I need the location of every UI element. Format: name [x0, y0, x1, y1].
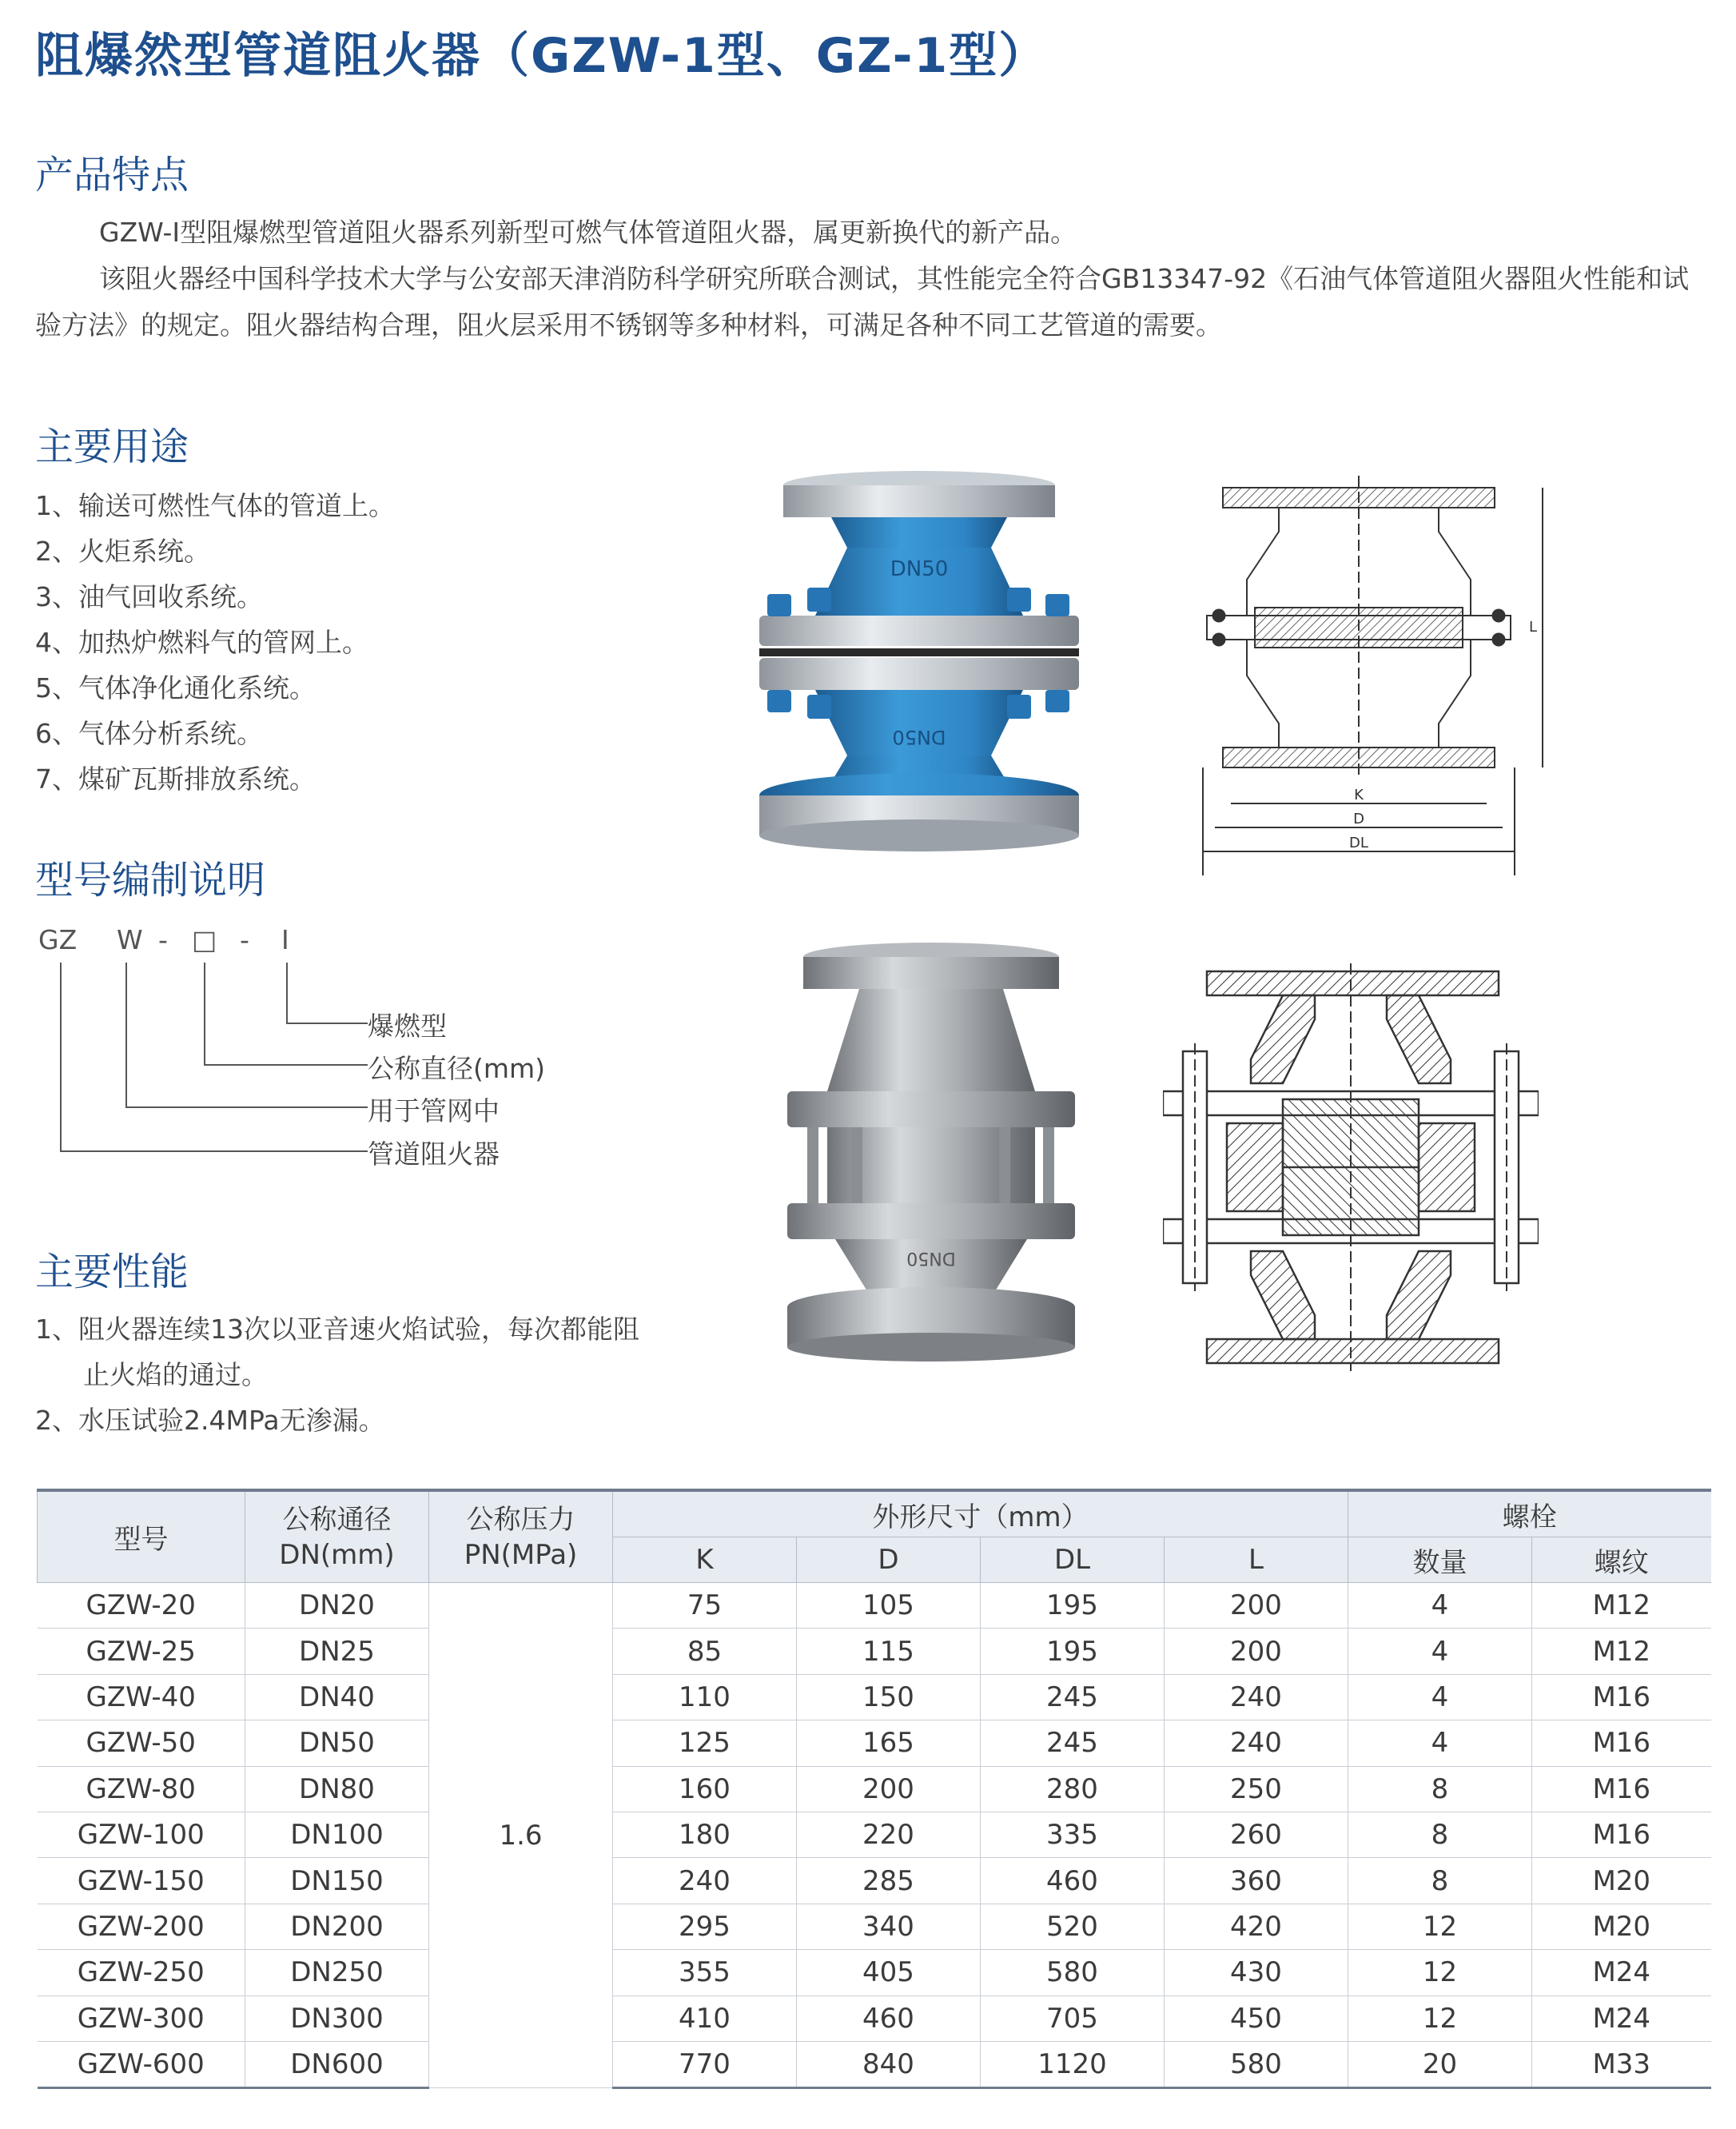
header-l: L: [1165, 1537, 1348, 1583]
table-cell: DN300: [245, 1995, 429, 2041]
valve-steel-label: DN50: [906, 1248, 956, 1268]
table-cell: 840: [797, 2041, 981, 2087]
code-label-arrester: 管道阻火器: [368, 1138, 500, 1170]
table-row: [38, 1950, 1711, 1995]
table-row: [38, 2041, 1711, 2087]
table-cell: M12: [1532, 1583, 1711, 1629]
table-cell: 450: [1165, 1995, 1348, 2041]
table-cell: 4: [1348, 1720, 1532, 1766]
list-item: 5、气体净化通化系统。: [35, 672, 316, 704]
table-cell: 4: [1348, 1629, 1532, 1674]
table-cell: 200: [1165, 1629, 1348, 1674]
valve-photo-steel: [771, 939, 1091, 1371]
table-cell: 280: [981, 1766, 1165, 1812]
table-cell: 260: [1165, 1812, 1348, 1857]
table-cell: DN250: [245, 1950, 429, 1995]
table-cell: 420: [1165, 1904, 1348, 1949]
table-cell: M20: [1532, 1904, 1711, 1949]
uses-heading: 主要用途: [35, 425, 189, 469]
features-paragraph-2: 该阻火器经中国科学技术大学与公安部天津消防科学研究所联合测试，其性能完全符合GB13347-92《石油气体管道阻火器阻火性能和试验方法》的规定。阻火器结构合理，阻火层采用不锈钢等多种材料，可满足各种不同工艺管道的需要。: [35, 263, 1690, 341]
table-cell: 410: [613, 1995, 797, 2041]
table-cell: 405: [797, 1950, 981, 1995]
table-cell: 125: [613, 1720, 797, 1766]
table-cell: 12: [1348, 1995, 1532, 2041]
spec-table: [37, 1489, 1711, 2089]
table-row: [38, 1720, 1711, 1766]
code-part-dash: -: [158, 924, 168, 955]
table-cell: 355: [613, 1950, 797, 1995]
table-cell: 770: [613, 2041, 797, 2087]
table-cell: DN80: [245, 1766, 429, 1812]
list-item: 4、加热炉燃料气的管网上。: [35, 627, 368, 658]
table-cell: 245: [981, 1674, 1165, 1720]
table-cell: 75: [613, 1583, 797, 1629]
table-cell: GZW-100: [38, 1812, 245, 1857]
table-cell: 20: [1348, 2041, 1532, 2087]
features-paragraph-1: GZW-I型阻爆燃型管道阻火器系列新型可燃气体管道阻火器，属更新换代的新产品。: [99, 217, 1077, 248]
table-cell: DN200: [245, 1904, 429, 1949]
table-row: [38, 1812, 1711, 1857]
dim-d-label: D: [1353, 811, 1364, 827]
table-row: [38, 1674, 1711, 1720]
table-cell: 195: [981, 1629, 1165, 1674]
table-cell: DN100: [245, 1812, 429, 1857]
code-label-diameter: 公称直径(mm): [368, 1053, 546, 1084]
table-cell: 12: [1348, 1950, 1532, 1995]
table-cell: DN20: [245, 1583, 429, 1629]
table-cell: 200: [797, 1766, 981, 1812]
table-row: [38, 1629, 1711, 1674]
dim-l-label: L: [1528, 619, 1538, 636]
code-part-box: □: [192, 924, 217, 955]
table-cell: 8: [1348, 1858, 1532, 1904]
table-row: [38, 1995, 1711, 2041]
table-row: [38, 1858, 1711, 1904]
performance-text: [35, 1306, 691, 1443]
table-row: [38, 1583, 1711, 1629]
valve-blue-label: DN50: [890, 557, 949, 581]
table-cell: GZW-80: [38, 1766, 245, 1812]
table-cell: 200: [1165, 1583, 1348, 1629]
header-dimensions: 外形尺寸（mm）: [613, 1490, 1348, 1537]
table-cell: 150: [797, 1674, 981, 1720]
list-item: 7、煤矿瓦斯排放系统。: [35, 763, 316, 795]
table-cell: 240: [1165, 1720, 1348, 1766]
table-cell: 165: [797, 1720, 981, 1766]
list-item: 1、输送可燃性气体的管道上。: [35, 490, 395, 521]
code-part-gz: GZ: [38, 924, 78, 955]
dim-k-label: K: [1354, 787, 1364, 803]
table-cell: 240: [1165, 1674, 1348, 1720]
valve-photo-blue: [751, 468, 1087, 867]
code-part-dash: -: [240, 924, 249, 955]
table-cell: M20: [1532, 1858, 1711, 1904]
table-cell: M12: [1532, 1629, 1711, 1674]
table-cell: 180: [613, 1812, 797, 1857]
list-item: 3、油气回收系统。: [35, 581, 263, 612]
table-cell: 220: [797, 1812, 981, 1857]
table-cell: 580: [1165, 2041, 1348, 2087]
table-cell: 295: [613, 1904, 797, 1949]
code-part-w: W: [117, 924, 143, 955]
table-cell: GZW-40: [38, 1674, 245, 1720]
table-cell: 195: [981, 1583, 1165, 1629]
table-cell: 160: [613, 1766, 797, 1812]
model-code-heading: 型号编制说明: [35, 858, 266, 903]
page-title: 阻爆然型管道阻火器（GZW-1型、GZ-1型）: [35, 28, 1049, 84]
header-d: D: [797, 1537, 981, 1583]
table-cell: M16: [1532, 1812, 1711, 1857]
table-cell: M24: [1532, 1995, 1711, 2041]
table-cell: GZW-25: [38, 1629, 245, 1674]
table-cell: 240: [613, 1858, 797, 1904]
code-lines: [0, 951, 384, 1159]
performance-item-1-cont: 止火焰的通过。: [83, 1359, 268, 1390]
drawing-section: [1163, 963, 1539, 1371]
table-cell: 340: [797, 1904, 981, 1949]
table-cell: DN150: [245, 1858, 429, 1904]
table-row: [38, 1904, 1711, 1949]
table-cell: 705: [981, 1995, 1165, 2041]
table-cell: GZW-50: [38, 1720, 245, 1766]
table-cell: M16: [1532, 1674, 1711, 1720]
code-label-explosion: 爆燃型: [368, 1011, 447, 1042]
table-cell: 520: [981, 1904, 1165, 1949]
performance-item-1: 1、阻火器连续13次以亚音速火焰试验，每次都能阻: [35, 1314, 639, 1345]
table-cell: 285: [797, 1858, 981, 1904]
table-cell: 12: [1348, 1904, 1532, 1949]
valve-blue-label-bottom: DN50: [892, 726, 946, 748]
table-cell: 110: [613, 1674, 797, 1720]
header-thread: 螺纹: [1532, 1537, 1711, 1583]
drawing-dimensions: [1199, 476, 1551, 875]
table-cell: 4: [1348, 1583, 1532, 1629]
header-bolt: 螺栓: [1348, 1490, 1711, 1537]
header-pn: 公称压力 PN(MPa): [429, 1490, 613, 1583]
table-cell: 460: [981, 1858, 1165, 1904]
table-cell: GZW-600: [38, 2041, 245, 2087]
table-cell: 85: [613, 1629, 797, 1674]
pn-cell: 1.6: [429, 1583, 613, 2088]
header-dn: 公称通径 DN(mm): [245, 1490, 429, 1583]
dim-dl-label: DL: [1349, 835, 1368, 851]
table-cell: 430: [1165, 1950, 1348, 1995]
table-row: [38, 1766, 1711, 1812]
table-cell: GZW-20: [38, 1583, 245, 1629]
table-cell: GZW-150: [38, 1858, 245, 1904]
table-cell: 8: [1348, 1812, 1532, 1857]
table-cell: 250: [1165, 1766, 1348, 1812]
header-qty: 数量: [1348, 1537, 1532, 1583]
performance-heading: 主要性能: [35, 1250, 189, 1294]
table-cell: DN25: [245, 1629, 429, 1674]
table-cell: M16: [1532, 1720, 1711, 1766]
list-item: 6、气体分析系统。: [35, 718, 263, 749]
table-cell: M24: [1532, 1950, 1711, 1995]
table-cell: 460: [797, 1995, 981, 2041]
table-cell: 8: [1348, 1766, 1532, 1812]
features-heading: 产品特点: [35, 153, 189, 197]
table-cell: GZW-250: [38, 1950, 245, 1995]
header-dl: DL: [981, 1537, 1165, 1583]
table-cell: GZW-300: [38, 1995, 245, 2041]
performance-item-2: 2、水压试验2.4MPa无渗漏。: [35, 1405, 385, 1436]
table-cell: 580: [981, 1950, 1165, 1995]
table-cell: DN40: [245, 1674, 429, 1720]
table-cell: M16: [1532, 1766, 1711, 1812]
table-cell: DN50: [245, 1720, 429, 1766]
header-model: 型号: [38, 1490, 245, 1583]
table-cell: DN600: [245, 2041, 429, 2087]
table-cell: 115: [797, 1629, 981, 1674]
table-cell: 360: [1165, 1858, 1348, 1904]
list-item: 2、火炬系统。: [35, 536, 210, 567]
table-cell: 4: [1348, 1674, 1532, 1720]
uses-list: [35, 483, 395, 802]
table-cell: M33: [1532, 2041, 1711, 2087]
header-k: K: [613, 1537, 797, 1583]
table-cell: 245: [981, 1720, 1165, 1766]
table-cell: 1120: [981, 2041, 1165, 2087]
table-cell: GZW-200: [38, 1904, 245, 1949]
code-part-i: I: [281, 924, 289, 955]
table-cell: 105: [797, 1583, 981, 1629]
code-label-network: 用于管网中: [368, 1095, 500, 1126]
table-cell: 335: [981, 1812, 1165, 1857]
features-text: [35, 209, 1706, 349]
